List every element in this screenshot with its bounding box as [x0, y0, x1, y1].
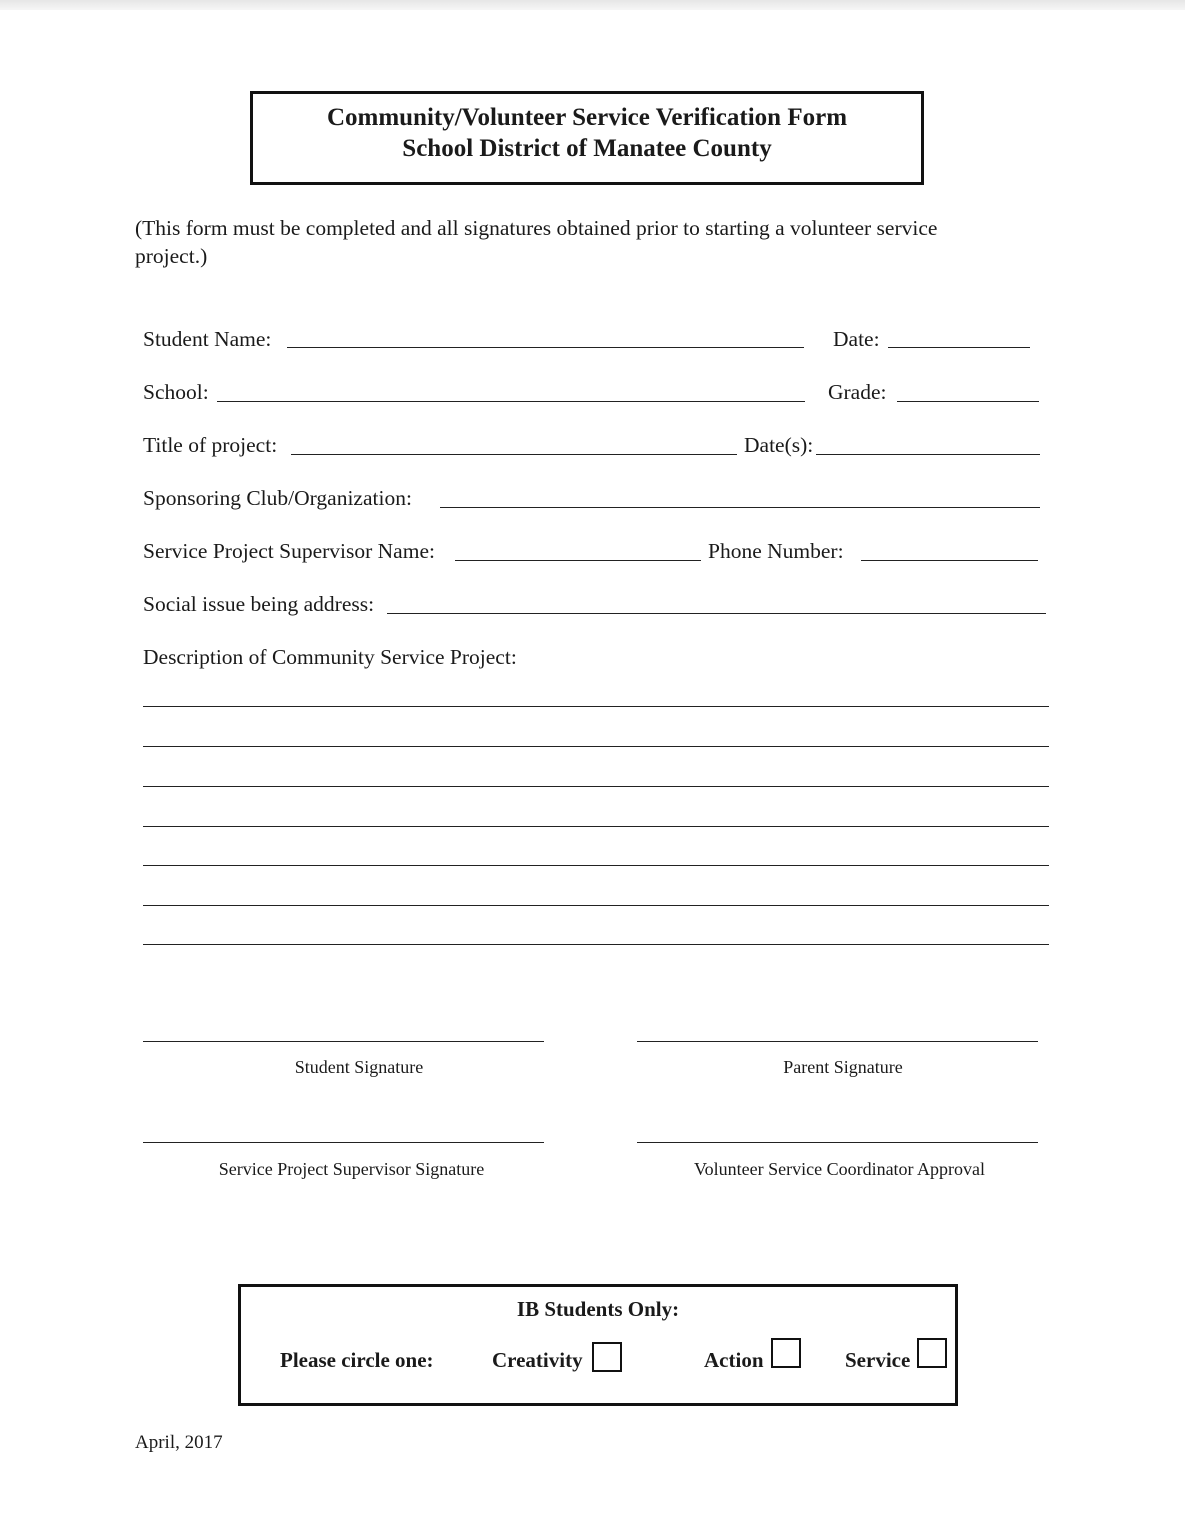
- student-name-line[interactable]: [287, 347, 804, 348]
- description-line[interactable]: [143, 826, 1049, 827]
- supervisor-signature-line[interactable]: [143, 1142, 544, 1143]
- circle-one-prompt: Please circle one:: [280, 1348, 434, 1372]
- project-title-label: Title of project:: [143, 433, 278, 457]
- description-label: Description of Community Service Project:: [143, 645, 517, 669]
- dates-line[interactable]: [816, 454, 1040, 455]
- phone-number-label: Phone Number:: [708, 539, 844, 563]
- coordinator-approval-label: Volunteer Service Coordinator Approval: [693, 1159, 986, 1179]
- form-title-box: [250, 91, 924, 185]
- description-line[interactable]: [143, 944, 1049, 945]
- parent-signature-label: Parent Signature: [783, 1057, 903, 1077]
- sponsoring-club-label: Sponsoring Club/Organization:: [143, 486, 412, 510]
- district-name: School District of Manatee County: [402, 135, 772, 162]
- grade-line[interactable]: [897, 401, 1039, 402]
- revision-date: April, 2017: [135, 1432, 223, 1453]
- school-line[interactable]: [217, 401, 805, 402]
- date-label: Date:: [833, 327, 880, 351]
- description-line[interactable]: [143, 746, 1049, 747]
- ib-students-box: [238, 1284, 958, 1406]
- service-checkbox[interactable]: [917, 1338, 947, 1368]
- action-checkbox[interactable]: [771, 1338, 801, 1368]
- coordinator-approval-line[interactable]: [637, 1142, 1038, 1143]
- instructions-text: (This form must be completed and all signatures obtained prior to starting a volunteer service project.): [135, 216, 938, 268]
- sponsoring-club-line[interactable]: [440, 507, 1040, 508]
- supervisor-signature-label: Service Project Supervisor Signature: [218, 1159, 485, 1179]
- description-line[interactable]: [143, 905, 1049, 906]
- description-line[interactable]: [143, 706, 1049, 707]
- option-creativity-label: Creativity: [492, 1348, 583, 1372]
- supervisor-name-label: Service Project Supervisor Name:: [143, 539, 435, 563]
- supervisor-name-line[interactable]: [455, 560, 701, 561]
- student-signature-label: Student Signature: [294, 1057, 424, 1077]
- parent-signature-line[interactable]: [637, 1041, 1038, 1042]
- viewer-top-edge: [0, 0, 1185, 10]
- form-title: Community/Volunteer Service Verification Form: [326, 104, 848, 131]
- student-name-label: Student Name:: [143, 327, 272, 351]
- creativity-checkbox[interactable]: [592, 1342, 622, 1372]
- option-service-label: Service: [845, 1348, 911, 1372]
- option-action-label: Action: [704, 1348, 764, 1372]
- dates-label: Date(s):: [744, 433, 814, 457]
- project-title-line[interactable]: [291, 454, 737, 455]
- student-signature-line[interactable]: [143, 1041, 544, 1042]
- social-issue-label: Social issue being address:: [143, 592, 375, 616]
- date-line[interactable]: [888, 347, 1030, 348]
- phone-number-line[interactable]: [861, 560, 1038, 561]
- description-line[interactable]: [143, 865, 1049, 866]
- social-issue-line[interactable]: [387, 613, 1046, 614]
- ib-box-title: IB Students Only:: [516, 1297, 680, 1321]
- description-line[interactable]: [143, 786, 1049, 787]
- school-label: School:: [143, 380, 209, 404]
- grade-label: Grade:: [828, 380, 887, 404]
